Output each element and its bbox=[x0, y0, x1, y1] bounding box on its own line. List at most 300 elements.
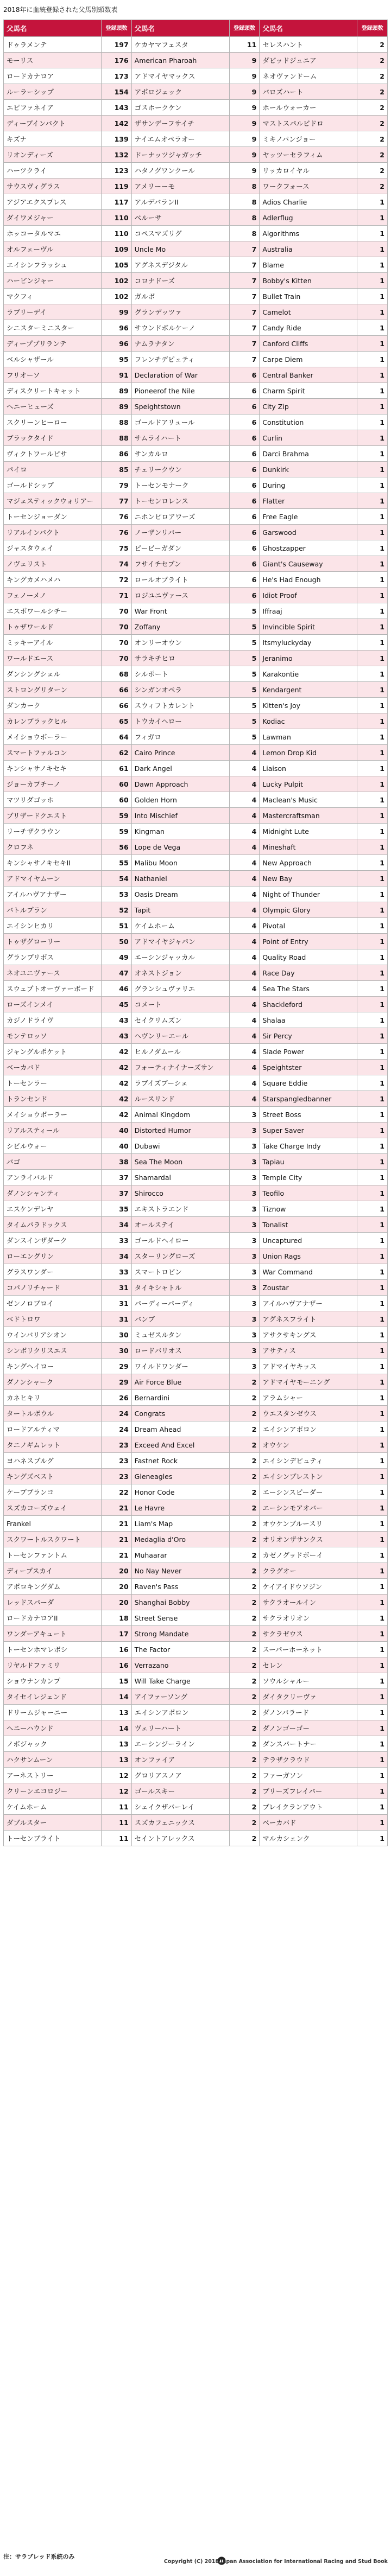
sire-name-cell: ジャングルポケット bbox=[4, 1044, 102, 1060]
count-cell: 1 bbox=[357, 792, 388, 808]
count-cell: 1 bbox=[357, 430, 388, 446]
sire-name-cell: ロードカナロア bbox=[4, 68, 102, 84]
sire-name-cell: バロズハート bbox=[260, 84, 357, 100]
count-cell: 9 bbox=[229, 147, 260, 163]
sire-name-cell: Carpe Diem bbox=[260, 352, 357, 367]
sire-name-cell: セレン bbox=[260, 1657, 357, 1673]
sire-name-cell: New Bay bbox=[260, 871, 357, 887]
sire-name-cell: ベルシャザール bbox=[4, 352, 102, 367]
sire-name-cell: セレスハント bbox=[260, 37, 357, 53]
table-row bbox=[4, 1516, 388, 1532]
table-row bbox=[4, 1044, 388, 1060]
count-cell: 110 bbox=[102, 210, 132, 226]
sire-name-cell: ベドトロワ bbox=[4, 1311, 102, 1327]
count-cell: 1 bbox=[357, 1264, 388, 1280]
count-cell: 1 bbox=[357, 824, 388, 839]
count-cell: 1 bbox=[357, 1453, 388, 1469]
sire-name-cell: ダノンゴーゴー bbox=[260, 1720, 357, 1736]
sire-name-cell: サクラオリオン bbox=[260, 1610, 357, 1626]
sire-name-cell: チェリークウン bbox=[131, 462, 229, 477]
sire-name-cell: アイルハヴアナザー bbox=[260, 1296, 357, 1311]
sire-name-cell: アジアエクスプレス bbox=[4, 194, 102, 210]
count-cell: 30 bbox=[102, 1343, 132, 1359]
count-cell: 7 bbox=[229, 257, 260, 273]
count-cell: 2 bbox=[229, 1626, 260, 1642]
sire-name-cell: リオンディーズ bbox=[4, 147, 102, 163]
footer bbox=[3, 2552, 388, 2573]
sire-name-cell: Medaglia d'Oro bbox=[131, 1532, 229, 1547]
sire-name-cell: カレンブラックヒル bbox=[4, 713, 102, 729]
count-cell: 2 bbox=[357, 100, 388, 116]
sire-name-cell: コパノリチャード bbox=[4, 1280, 102, 1296]
table-row bbox=[4, 729, 388, 745]
sire-name-cell: Mineshaft bbox=[260, 839, 357, 855]
table-row bbox=[4, 619, 388, 635]
count-cell: 21 bbox=[102, 1547, 132, 1563]
count-cell: 24 bbox=[102, 1406, 132, 1421]
table-row bbox=[4, 84, 388, 100]
sire-name-cell: ファーガソン bbox=[260, 1768, 357, 1783]
sire-name-cell: Speightstown bbox=[131, 399, 229, 415]
sire-name-cell: ゴールスキー bbox=[131, 1783, 229, 1799]
sire-name-cell: The Factor bbox=[131, 1642, 229, 1657]
sire-name-cell: ダイタクリーヴァ bbox=[260, 1689, 357, 1705]
table-row bbox=[4, 1547, 388, 1563]
count-cell: 4 bbox=[229, 902, 260, 918]
table-row bbox=[4, 761, 388, 776]
sire-name-cell: フレンチデピュティ bbox=[131, 352, 229, 367]
table-row bbox=[4, 1768, 388, 1783]
sire-name-cell: アサクサキングス bbox=[260, 1327, 357, 1343]
sire-name-cell: Itsmyluckyday bbox=[260, 635, 357, 651]
sire-name-cell: Lucky Pulpit bbox=[260, 776, 357, 792]
sire-name-cell: オンリーオウン bbox=[131, 635, 229, 651]
sire-name-cell: ジョーカプチーノ bbox=[4, 776, 102, 792]
sire-name-cell: アポロキングダム bbox=[4, 1579, 102, 1595]
count-cell: 60 bbox=[102, 776, 132, 792]
count-cell: 1 bbox=[357, 493, 388, 509]
count-cell: 11 bbox=[102, 1799, 132, 1815]
sire-name-cell: ブラックタイド bbox=[4, 430, 102, 446]
sire-name-cell: Race Day bbox=[260, 965, 357, 981]
count-cell: 1 bbox=[357, 1185, 388, 1201]
count-cell: 13 bbox=[102, 1705, 132, 1720]
sire-name-cell: Malibu Moon bbox=[131, 855, 229, 871]
count-cell: 2 bbox=[229, 1610, 260, 1626]
count-cell: 1 bbox=[357, 320, 388, 336]
table-row bbox=[4, 745, 388, 761]
count-cell: 1 bbox=[357, 415, 388, 430]
count-cell: 1 bbox=[357, 1233, 388, 1248]
count-cell: 2 bbox=[229, 1673, 260, 1689]
count-cell: 1 bbox=[357, 666, 388, 682]
sire-name-cell: ウエスタンゼウス bbox=[260, 1406, 357, 1421]
count-cell: 1 bbox=[357, 1390, 388, 1406]
count-cell: 123 bbox=[102, 163, 132, 178]
table-row bbox=[4, 871, 388, 887]
count-cell: 110 bbox=[102, 226, 132, 241]
sire-name-cell: ディープブリランテ bbox=[4, 336, 102, 352]
count-cell: 8 bbox=[229, 178, 260, 194]
count-cell: 95 bbox=[102, 352, 132, 367]
count-cell: 1 bbox=[357, 855, 388, 871]
count-cell: 176 bbox=[102, 53, 132, 68]
sire-name-cell: アンライバルド bbox=[4, 1170, 102, 1185]
count-cell: 1 bbox=[357, 839, 388, 855]
sire-name-cell: オルフェーヴル bbox=[4, 241, 102, 257]
table-row bbox=[4, 1453, 388, 1469]
sire-name-cell: リーチザクラウン bbox=[4, 824, 102, 839]
table-row bbox=[4, 1327, 388, 1343]
sire-name-cell: Tiznow bbox=[260, 1201, 357, 1217]
sire-name-cell: Charm Spirit bbox=[260, 383, 357, 399]
count-cell: 3 bbox=[229, 1123, 260, 1138]
table-row bbox=[4, 1500, 388, 1516]
sire-name-cell: アメリーーモ bbox=[131, 178, 229, 194]
table-row bbox=[4, 808, 388, 824]
table-row bbox=[4, 304, 388, 320]
count-cell: 5 bbox=[229, 729, 260, 745]
count-cell: 37 bbox=[102, 1170, 132, 1185]
sire-name-cell: Teofilo bbox=[260, 1185, 357, 1201]
count-cell: 91 bbox=[102, 367, 132, 383]
copyright: Copyright (C) 2018 Japan Association for International Racing and Stud Book bbox=[163, 2559, 388, 2565]
sire-name-cell: Central Banker bbox=[260, 367, 357, 383]
sire-name-cell: ルースリンド bbox=[131, 1091, 229, 1107]
table-row bbox=[4, 1736, 388, 1752]
count-cell: 1 bbox=[357, 1720, 388, 1736]
count-cell: 13 bbox=[102, 1752, 132, 1768]
table-row bbox=[4, 839, 388, 855]
sire-name-cell: カネヒキリ bbox=[4, 1390, 102, 1406]
sire-name-cell: Slade Power bbox=[260, 1044, 357, 1060]
table-row bbox=[4, 430, 388, 446]
count-cell: 2 bbox=[357, 68, 388, 84]
count-cell: 1 bbox=[357, 761, 388, 776]
count-cell: 1 bbox=[357, 1421, 388, 1437]
count-cell: 1 bbox=[357, 352, 388, 367]
sire-name-cell: ダノンシャンティ bbox=[4, 1185, 102, 1201]
count-cell: 77 bbox=[102, 493, 132, 509]
sire-name-cell: ガルボ bbox=[131, 289, 229, 304]
table-row bbox=[4, 682, 388, 698]
sire-name-cell: ラブイズブーシェ bbox=[131, 1075, 229, 1091]
sire-name-cell: サムライハート bbox=[131, 430, 229, 446]
sire-name-cell: Street Boss bbox=[260, 1107, 357, 1123]
count-cell: 59 bbox=[102, 824, 132, 839]
sire-name-cell: Lope de Vega bbox=[131, 839, 229, 855]
count-cell: 23 bbox=[102, 1437, 132, 1453]
table-row bbox=[4, 1280, 388, 1296]
sire-name-cell: エーシンジーライン bbox=[131, 1736, 229, 1752]
sire-name-cell: スウィフトカレント bbox=[131, 698, 229, 713]
count-cell: 3 bbox=[229, 1280, 260, 1296]
count-cell: 197 bbox=[102, 37, 132, 53]
sire-name-cell: Congrats bbox=[131, 1406, 229, 1421]
table-row bbox=[4, 509, 388, 525]
count-cell: 6 bbox=[229, 367, 260, 383]
table-row bbox=[4, 1296, 388, 1311]
table-row bbox=[4, 1437, 388, 1453]
count-cell: 3 bbox=[229, 1185, 260, 1201]
sire-name-cell: アグネスフライト bbox=[260, 1311, 357, 1327]
sire-name-cell: シンガンオペラ bbox=[131, 682, 229, 698]
count-cell: 2 bbox=[229, 1406, 260, 1421]
count-cell: 9 bbox=[229, 131, 260, 147]
count-cell: 1 bbox=[357, 1280, 388, 1296]
count-cell: 86 bbox=[102, 446, 132, 462]
sire-name-cell: Exceed And Excel bbox=[131, 1437, 229, 1453]
table-row bbox=[4, 1170, 388, 1185]
table-row bbox=[4, 918, 388, 934]
sire-name-cell: ダンカーク bbox=[4, 698, 102, 713]
sire-name-cell: ノヴェリスト bbox=[4, 556, 102, 572]
count-cell: 1 bbox=[357, 997, 388, 1012]
count-cell: 17 bbox=[102, 1626, 132, 1642]
sire-name-cell: ミキノパンジョー bbox=[260, 131, 357, 147]
count-cell: 6 bbox=[229, 462, 260, 477]
count-cell: 4 bbox=[229, 871, 260, 887]
sire-name-cell: ロールオブライト bbox=[131, 572, 229, 588]
count-cell: 1 bbox=[357, 1343, 388, 1359]
count-cell: 21 bbox=[102, 1500, 132, 1516]
sire-name-cell: サンカルロ bbox=[131, 446, 229, 462]
count-cell: 76 bbox=[102, 509, 132, 525]
sire-name-cell: トゥザワールド bbox=[4, 619, 102, 635]
table-row bbox=[4, 666, 388, 682]
count-cell: 2 bbox=[229, 1579, 260, 1595]
count-cell: 1 bbox=[357, 635, 388, 651]
table-row bbox=[4, 1626, 388, 1642]
sire-name-cell: Curlin bbox=[260, 430, 357, 446]
count-cell: 65 bbox=[102, 713, 132, 729]
sire-name-cell: Uncaptured bbox=[260, 1233, 357, 1248]
table-row bbox=[4, 352, 388, 367]
sire-name-cell: Lemon Drop Kid bbox=[260, 745, 357, 761]
sire-name-cell: キンシャサノキセキII bbox=[4, 855, 102, 871]
count-cell: 6 bbox=[229, 588, 260, 603]
sire-name-cell: フォーティナイナーズサン bbox=[131, 1060, 229, 1075]
sire-name-cell: ドーナッツジャガッチ bbox=[131, 147, 229, 163]
sire-name-cell: ヘニーヒューズ bbox=[4, 399, 102, 415]
table-row bbox=[4, 1563, 388, 1579]
count-cell: 4 bbox=[229, 839, 260, 855]
sire-name-cell: マルカシェンク bbox=[260, 1831, 357, 1846]
sire-name-cell: Karakontie bbox=[260, 666, 357, 682]
table-row bbox=[4, 477, 388, 493]
count-cell: 47 bbox=[102, 965, 132, 981]
sire-name-cell: コペスマズリグ bbox=[131, 226, 229, 241]
sire-name-cell: Darci Brahma bbox=[260, 446, 357, 462]
sire-name-cell: ワイルドワンダー bbox=[131, 1359, 229, 1374]
sire-name-cell: アドマイヤジャパン bbox=[131, 934, 229, 949]
table-row bbox=[4, 540, 388, 556]
sire-name-cell: リアルスティール bbox=[4, 1123, 102, 1138]
table-row bbox=[4, 997, 388, 1012]
count-cell: 3 bbox=[229, 1154, 260, 1170]
count-cell: 1 bbox=[357, 1075, 388, 1091]
table-row bbox=[4, 100, 388, 116]
table-row bbox=[4, 383, 388, 399]
count-cell: 1 bbox=[357, 367, 388, 383]
count-cell: 31 bbox=[102, 1311, 132, 1327]
count-cell: 1 bbox=[357, 918, 388, 934]
sire-count-table bbox=[3, 20, 388, 1846]
count-cell: 9 bbox=[229, 116, 260, 131]
count-cell: 1 bbox=[357, 729, 388, 745]
sire-name-cell: ヤッツーセラフィム bbox=[260, 147, 357, 163]
count-cell: 6 bbox=[229, 383, 260, 399]
count-cell: 4 bbox=[229, 1075, 260, 1091]
count-cell: 52 bbox=[102, 902, 132, 918]
count-cell: 5 bbox=[229, 651, 260, 666]
sire-name-cell: ミッキーアイル bbox=[4, 635, 102, 651]
table-row bbox=[4, 1359, 388, 1374]
count-cell: 4 bbox=[229, 965, 260, 981]
table-row bbox=[4, 336, 388, 352]
count-cell: 5 bbox=[229, 713, 260, 729]
sire-name-cell: アポロジェック bbox=[131, 84, 229, 100]
count-cell: 70 bbox=[102, 635, 132, 651]
sire-name-cell: Adlerflug bbox=[260, 210, 357, 226]
sire-name-cell: ケカヤマフェスタ bbox=[131, 37, 229, 53]
count-cell: 3 bbox=[229, 1343, 260, 1359]
table-row bbox=[4, 651, 388, 666]
sire-name-cell: Declaration of War bbox=[131, 367, 229, 383]
count-cell: 1 bbox=[357, 509, 388, 525]
count-cell: 1 bbox=[357, 1752, 388, 1768]
sire-name-cell: Tapiau bbox=[260, 1154, 357, 1170]
sire-name-cell: Kendargent bbox=[260, 682, 357, 698]
sire-name-cell: Canford Cliffs bbox=[260, 336, 357, 352]
count-cell: 4 bbox=[229, 1012, 260, 1028]
sire-name-cell: テラザクラウド bbox=[260, 1752, 357, 1768]
sire-name-cell: ヒルノダムール bbox=[131, 1044, 229, 1060]
table-row bbox=[4, 698, 388, 713]
sire-name-cell: Point of Entry bbox=[260, 934, 357, 949]
sire-name-cell: クロフネ bbox=[4, 839, 102, 855]
sire-name-cell: キングズベスト bbox=[4, 1469, 102, 1484]
table-row bbox=[4, 493, 388, 509]
count-cell: 7 bbox=[229, 320, 260, 336]
count-cell: 40 bbox=[102, 1123, 132, 1138]
sire-name-cell: ケイムホーム bbox=[4, 1799, 102, 1815]
sire-name-cell: ドリームジャーニー bbox=[4, 1705, 102, 1720]
count-cell: 1 bbox=[357, 1831, 388, 1846]
table-row bbox=[4, 367, 388, 383]
sire-name-cell: タイキシャトル bbox=[131, 1280, 229, 1296]
sire-name-cell: Dubawi bbox=[131, 1138, 229, 1154]
sire-name-cell: War Command bbox=[260, 1264, 357, 1280]
count-cell: 2 bbox=[229, 1783, 260, 1799]
table-row bbox=[4, 1091, 388, 1107]
count-cell: 3 bbox=[229, 1201, 260, 1217]
sire-name-cell: Kitten's Joy bbox=[260, 698, 357, 713]
sire-name-cell: Sea The Moon bbox=[131, 1154, 229, 1170]
table-row bbox=[4, 949, 388, 965]
count-cell: 1 bbox=[357, 1469, 388, 1484]
count-cell: 2 bbox=[229, 1390, 260, 1406]
table-row bbox=[4, 1720, 388, 1736]
sire-name-cell: War Front bbox=[131, 603, 229, 619]
sire-name-cell: ディープスカイ bbox=[4, 1563, 102, 1579]
table-row bbox=[4, 116, 388, 131]
count-cell: 4 bbox=[229, 855, 260, 871]
count-cell: 8 bbox=[229, 210, 260, 226]
sire-name-cell: Oasis Dream bbox=[131, 887, 229, 902]
table-row bbox=[4, 163, 388, 178]
sire-name-cell: Bobby's Kitten bbox=[260, 273, 357, 289]
count-cell: 1 bbox=[357, 1248, 388, 1264]
sire-name-cell: スクリーンヒーロー bbox=[4, 415, 102, 430]
count-cell: 16 bbox=[102, 1657, 132, 1673]
table-row bbox=[4, 1673, 388, 1689]
count-cell: 4 bbox=[229, 761, 260, 776]
count-cell: 2 bbox=[229, 1437, 260, 1453]
count-cell: 1 bbox=[357, 713, 388, 729]
count-cell: 42 bbox=[102, 1107, 132, 1123]
count-cell: 5 bbox=[229, 619, 260, 635]
count-cell: 40 bbox=[102, 1138, 132, 1154]
sire-name-cell: エスケンデレヤ bbox=[4, 1201, 102, 1217]
sire-name-cell: オネストジョン bbox=[131, 965, 229, 981]
sire-name-cell: Adios Charlie bbox=[260, 194, 357, 210]
table-row bbox=[4, 1484, 388, 1500]
count-cell: 6 bbox=[229, 430, 260, 446]
count-cell: 50 bbox=[102, 934, 132, 949]
count-cell: 1 bbox=[357, 1799, 388, 1815]
count-cell: 1 bbox=[357, 1138, 388, 1154]
sire-name-cell: ゴールドヘイロー bbox=[131, 1233, 229, 1248]
table-row bbox=[4, 776, 388, 792]
count-cell: 13 bbox=[102, 1736, 132, 1752]
count-cell: 2 bbox=[229, 1815, 260, 1831]
count-cell: 1 bbox=[357, 226, 388, 241]
count-cell: 24 bbox=[102, 1421, 132, 1437]
header-count-2: 登録頭数 bbox=[229, 20, 260, 37]
count-cell: 6 bbox=[229, 540, 260, 556]
sire-name-cell: アドマイヤマックス bbox=[131, 68, 229, 84]
table-row bbox=[4, 588, 388, 603]
sire-name-cell: アドマイヤキッス bbox=[260, 1359, 357, 1374]
sire-name-cell: Speightster bbox=[260, 1060, 357, 1075]
sire-name-cell: ローエングリン bbox=[4, 1248, 102, 1264]
count-cell: 1 bbox=[357, 1060, 388, 1075]
sire-name-cell: スズカコーズウェイ bbox=[4, 1500, 102, 1516]
table-row bbox=[4, 1185, 388, 1201]
sire-name-cell: シビルウォー bbox=[4, 1138, 102, 1154]
count-cell: 5 bbox=[229, 698, 260, 713]
sire-name-cell: アイファーソング bbox=[131, 1689, 229, 1705]
count-cell: 38 bbox=[102, 1154, 132, 1170]
sire-name-cell: ベーカバド bbox=[260, 1815, 357, 1831]
sire-name-cell: ダノンシャーク bbox=[4, 1374, 102, 1390]
sire-name-cell: ジャスタウェイ bbox=[4, 540, 102, 556]
count-cell: 2 bbox=[357, 131, 388, 147]
sire-name-cell: エーシンジャッカル bbox=[131, 949, 229, 965]
count-cell: 3 bbox=[229, 1170, 260, 1185]
sire-name-cell: シェイクザバーレイ bbox=[131, 1799, 229, 1815]
count-cell: 1 bbox=[357, 902, 388, 918]
sire-name-cell: ショウナンカンプ bbox=[4, 1673, 102, 1689]
sire-name-cell: Blame bbox=[260, 257, 357, 273]
sire-name-cell: エイシンデピュティ bbox=[260, 1453, 357, 1469]
count-cell: 96 bbox=[102, 336, 132, 352]
count-cell: 12 bbox=[102, 1783, 132, 1799]
table-row bbox=[4, 1154, 388, 1170]
sire-name-cell: キンシャサノキセキ bbox=[4, 761, 102, 776]
count-cell: 14 bbox=[102, 1720, 132, 1736]
